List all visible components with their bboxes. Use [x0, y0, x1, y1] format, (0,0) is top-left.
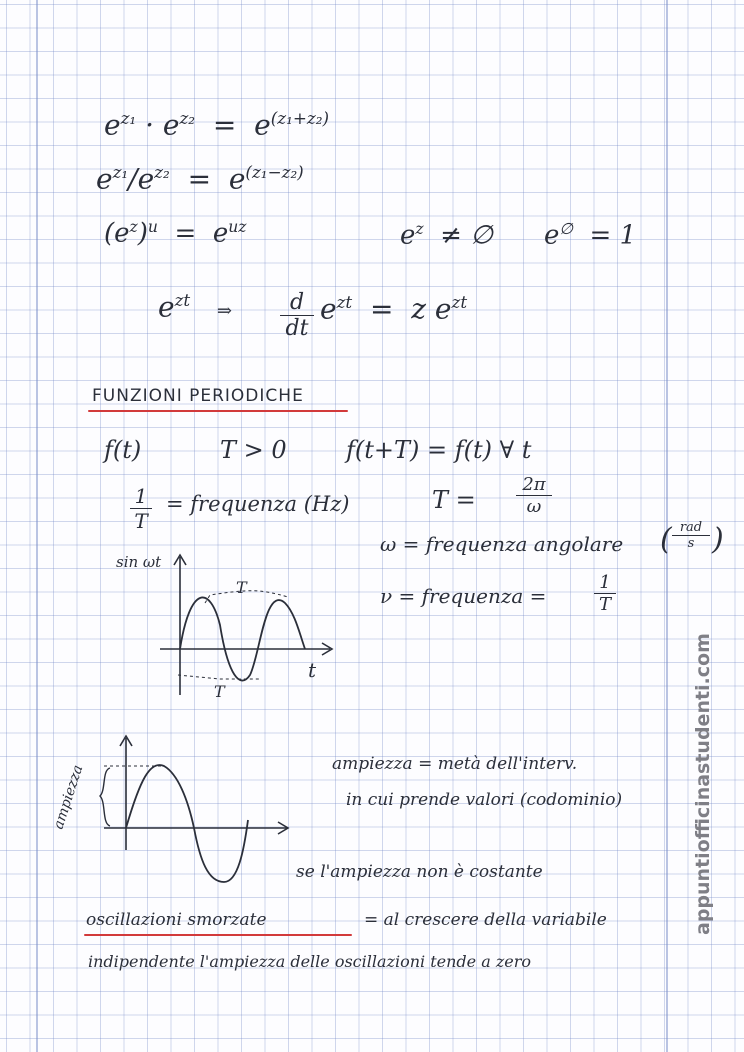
relation: ≠ ∅	[440, 220, 493, 251]
nu-fraction	[594, 572, 616, 615]
period-label-top: T	[236, 578, 247, 597]
sine-ylabel: sin ωt	[116, 553, 162, 571]
time-xlabel: t	[308, 658, 317, 682]
nu-den: T	[598, 594, 611, 615]
omega-unit-den: s	[687, 536, 695, 551]
damped-line-2: indipendente l'ampiezza delle oscillazioni tende a zero	[88, 952, 532, 971]
e-base: e	[162, 108, 180, 142]
nu-text: ν = frequenza =	[380, 584, 547, 608]
left-margin-line	[36, 0, 38, 1052]
exp: z₁	[112, 162, 129, 182]
def-T: T > 0	[220, 436, 287, 464]
sine-curve	[180, 597, 305, 680]
amplitude-def-2: in cui prende valori (codominio)	[346, 790, 623, 810]
amplitude-def-1: ampiezza = metà dell'interv.	[332, 754, 578, 774]
period-eq: T =	[432, 486, 476, 514]
e-base: e	[228, 162, 246, 196]
freq-fraction	[130, 484, 152, 533]
damped-heading: oscillazioni smorzate	[86, 910, 267, 930]
e-base: e	[544, 220, 560, 251]
sine-graph	[110, 545, 350, 705]
equals: =	[187, 162, 212, 196]
e-base: e	[212, 218, 229, 249]
exp: z	[415, 220, 424, 238]
def-condition: f(t+T) = f(t) ∀ t	[346, 436, 532, 464]
freq-text: = frequenza (Hz)	[166, 492, 350, 516]
exp: (z₁−z₂)	[245, 162, 304, 182]
rule-power	[104, 218, 246, 249]
exp: z₁	[120, 108, 137, 128]
freq-den: T	[134, 509, 148, 533]
exp: z	[129, 218, 138, 236]
paren-e: (e	[104, 218, 130, 249]
dot: ·	[145, 108, 154, 142]
rule-quotient	[96, 162, 304, 195]
implies-arrow: ⇒	[216, 300, 232, 322]
slash: /	[128, 162, 138, 196]
rule-derivative-left	[158, 290, 232, 323]
e-base: e	[104, 108, 121, 142]
exp: z₂	[154, 162, 170, 182]
equals: =	[369, 292, 394, 326]
e-base: e	[137, 162, 155, 196]
rule-nonzero	[400, 220, 493, 251]
relation: = 1	[589, 220, 637, 251]
equals: =	[212, 108, 237, 142]
omega-unit	[672, 520, 710, 551]
amplitude-graph	[40, 730, 300, 890]
rule-derivative-right	[320, 292, 467, 325]
period-den: ω	[526, 496, 542, 517]
rule-product	[104, 108, 329, 141]
period-num: 2π	[516, 474, 552, 496]
exp: zt	[174, 290, 191, 310]
amplitude-curve	[126, 765, 248, 882]
exp: ∅	[559, 220, 573, 238]
e-base: e	[400, 220, 416, 251]
amplitude-ylabel: ampiezza	[50, 763, 87, 832]
period-fraction	[516, 474, 552, 517]
rule-zero-exp	[544, 220, 636, 251]
equals: =	[174, 218, 197, 249]
e-base: e	[96, 162, 113, 196]
exp: u	[147, 218, 158, 236]
section-heading-periodic: FUNZIONI PERIODICHE	[92, 386, 304, 406]
exp: zt	[336, 292, 353, 312]
e-base: e	[254, 108, 271, 142]
exp: uz	[228, 218, 247, 236]
heading-underline	[88, 410, 348, 412]
exp: z₂	[179, 108, 196, 128]
dt-denominator: dt	[285, 316, 309, 341]
amplitude-nonconstant: se l'ampiezza non è costante	[296, 862, 543, 882]
damped-underline	[84, 934, 352, 936]
d-numerator: d	[280, 290, 314, 316]
freq-num: 1	[130, 484, 152, 509]
period-label-bottom: T	[214, 682, 225, 701]
e-base: e	[158, 290, 175, 324]
omega-unit-num: rad	[672, 520, 710, 536]
z-e: z e	[411, 292, 452, 326]
nu-num: 1	[594, 572, 616, 594]
watermark: appuntiofficinastudenti.com	[692, 633, 714, 935]
amplitude-brace	[100, 768, 110, 826]
damped-line-1: = al crescere della variabile	[364, 910, 607, 930]
derivative-operator	[280, 290, 314, 341]
exp: (z₁+z₂)	[270, 108, 329, 128]
e-base: e	[320, 292, 337, 326]
omega-text: ω = frequenza angolare	[380, 532, 624, 556]
def-f: f(t)	[104, 436, 142, 464]
exp: zt	[451, 292, 468, 312]
omega-unit-paren-close: )	[712, 522, 724, 557]
paren-close: )	[137, 218, 148, 249]
omega-unit-paren-open: (	[660, 522, 672, 557]
